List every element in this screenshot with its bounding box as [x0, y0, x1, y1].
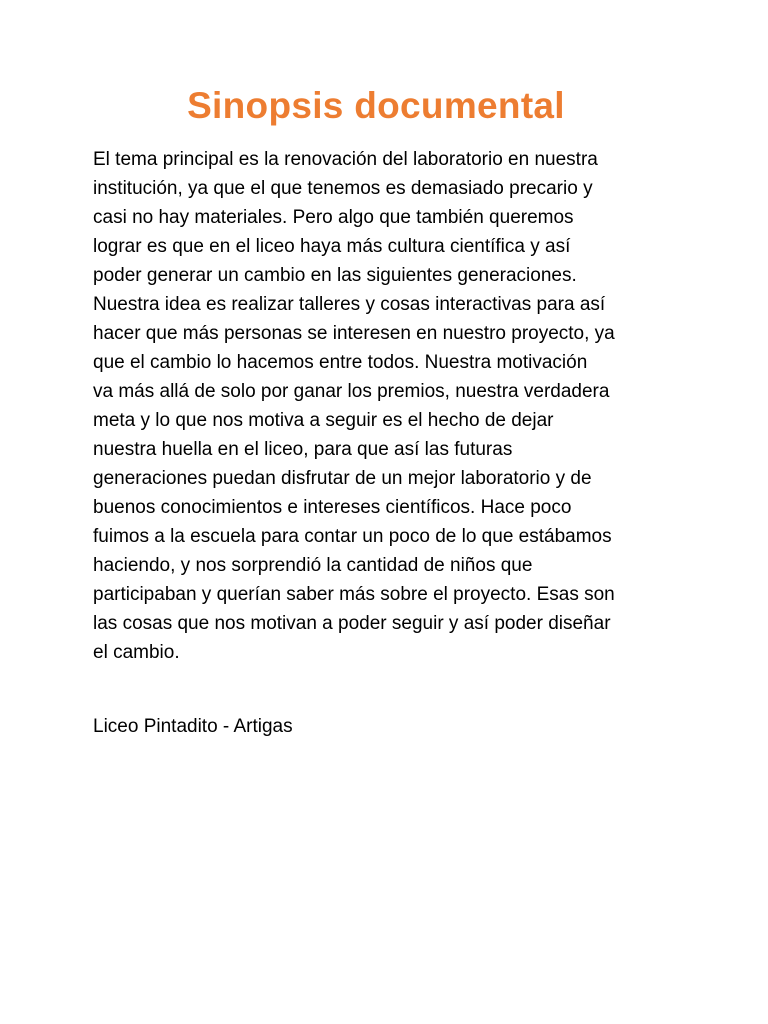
document-title: Sinopsis documental [187, 85, 565, 126]
paragraph-line: casi no hay materiales. Pero algo que también queremos [93, 207, 574, 228]
paragraph-line: lograr es que en el liceo haya más cultura científica y así [93, 236, 571, 257]
paragraph-line: el cambio. [93, 642, 180, 663]
paragraph-line: participaban y querían saber más sobre el proyecto. Esas son [93, 584, 615, 605]
paragraph-line: nuestra huella en el liceo, para que así las futuras [93, 439, 513, 460]
paragraph-line: haciendo, y nos sorprendió la cantidad de niños que [93, 555, 533, 576]
paragraph-line: poder generar un cambio en las siguientes generaciones. [93, 265, 577, 286]
paragraph-line: va más allá de solo por ganar los premios, nuestra verdadera [93, 381, 610, 402]
paragraph-line: El tema principal es la renovación del laboratorio en nuestra [93, 149, 598, 170]
synopsis-paragraph [93, 145, 703, 667]
paragraph-line: buenos conocimientos e intereses científicos. Hace poco [93, 497, 572, 518]
school-signature: Liceo Pintadito - Artigas [93, 716, 293, 737]
paragraph-line: generaciones puedan disfrutar de un mejor laboratorio y de [93, 468, 592, 489]
paragraph-line: meta y lo que nos motiva a seguir es el hecho de dejar [93, 410, 554, 431]
paragraph-line: fuimos a la escuela para contar un poco de lo que estábamos [93, 526, 612, 547]
paragraph-line: que el cambio lo hacemos entre todos. Nuestra motivación [93, 352, 588, 373]
paragraph-line: Nuestra idea es realizar talleres y cosas interactivas para así [93, 294, 606, 315]
paragraph-line: las cosas que nos motivan a poder seguir y así poder diseñar [93, 613, 611, 634]
paragraph-line: institución, ya que el que tenemos es demasiado precario y [93, 178, 593, 199]
paragraph-line: hacer que más personas se interesen en nuestro proyecto, ya [93, 323, 615, 344]
